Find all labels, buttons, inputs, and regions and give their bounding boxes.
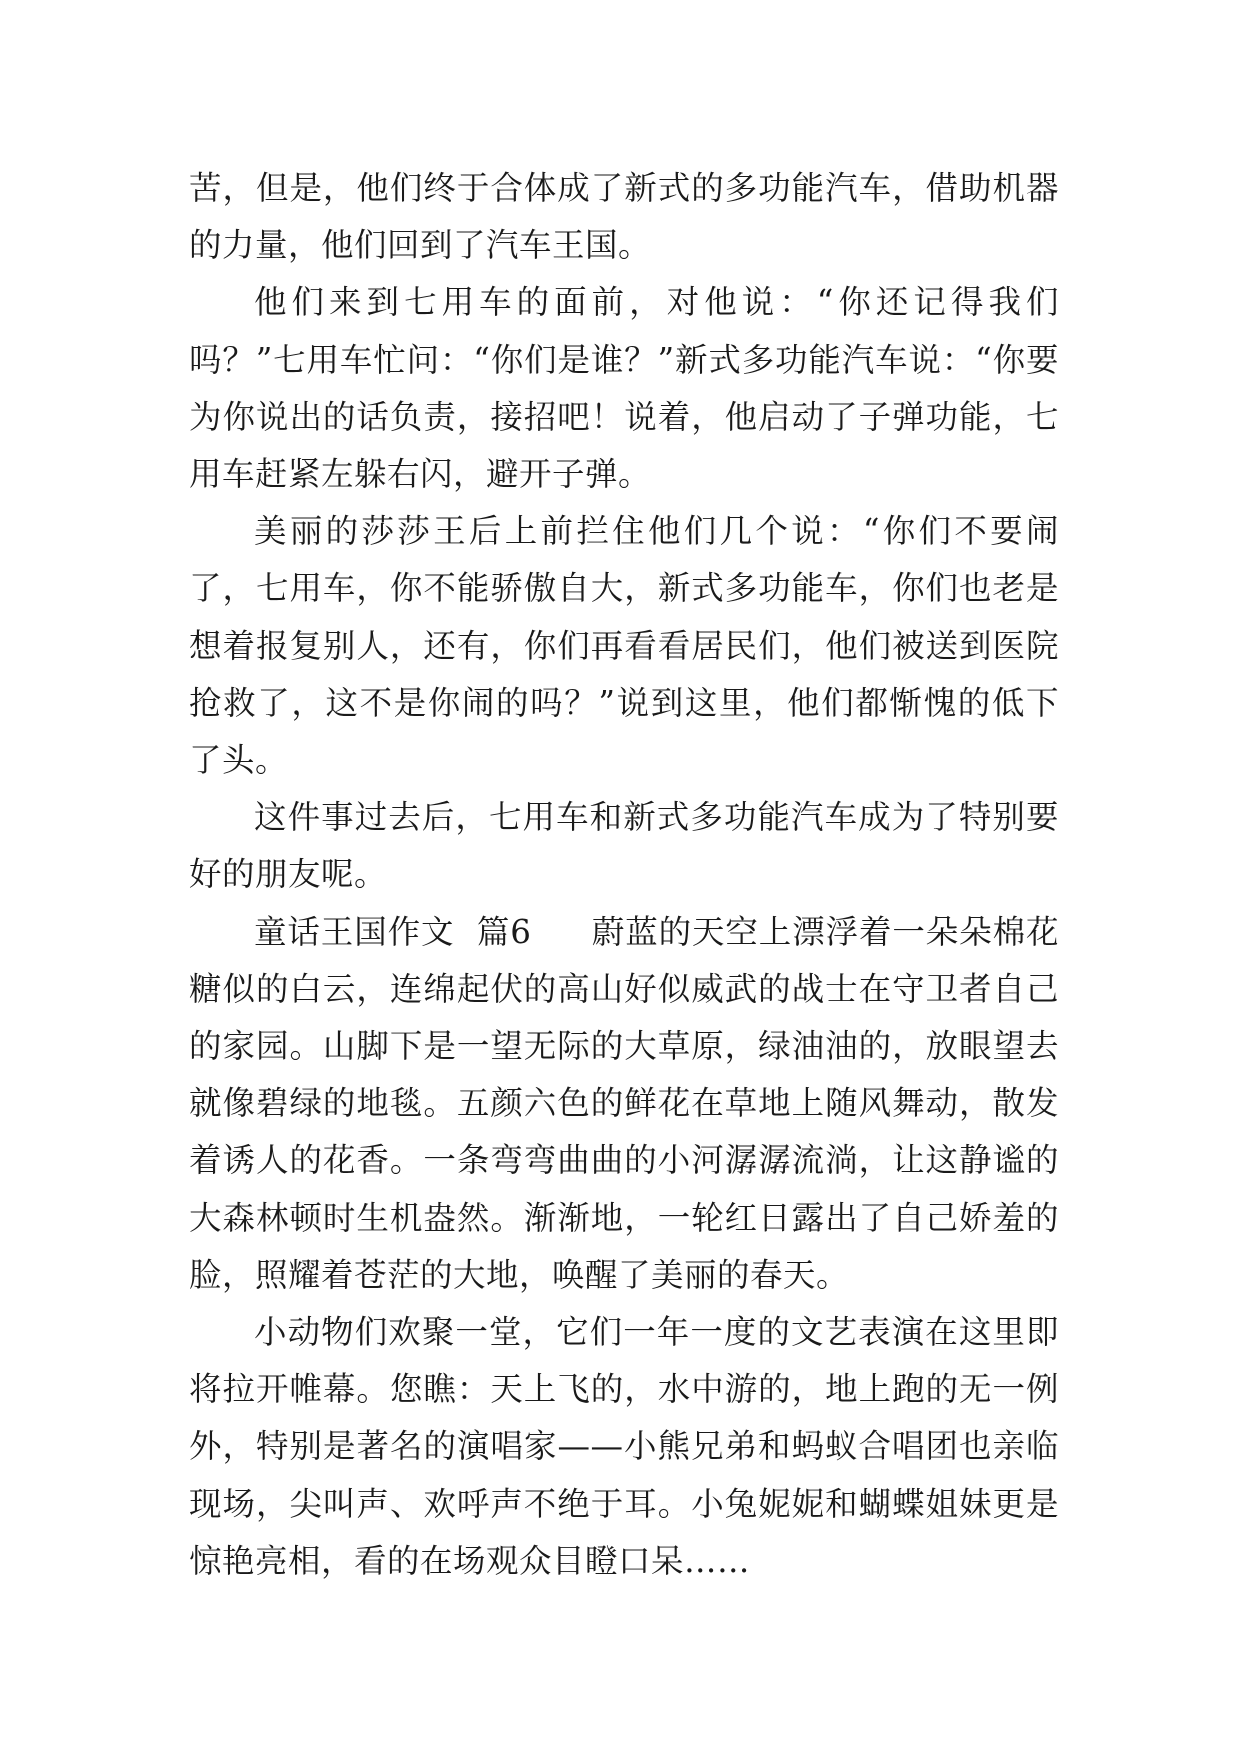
paragraph-friendship: 这件事过去后，七用车和新式多功能汽车成为了特别要好的朋友呢。 xyxy=(189,798,1059,894)
document-body xyxy=(189,160,1059,1590)
section-opening-paragraph xyxy=(189,904,1059,1304)
paragraph-confrontation: 他们来到七用车的面前，对他说：“你还记得我们吗？”七用车忙问：“你们是谁？”新式多功能汽车说：“你要为你说出的话负责，接招吧！说着，他启动了子弹功能，七用车赶紧左躲右闪，避开子弹。 xyxy=(189,283,1059,494)
section-heading: 童话王国作文 篇6 xyxy=(254,912,532,951)
paragraph-continuation: 苦，但是，他们终于合体成了新式的多功能汽车，借助机器的力量，他们回到了汽车王国。 xyxy=(189,169,1059,265)
paragraph-animal-gathering: 小动物们欢聚一堂，它们一年一度的文艺表演在这里即将拉开帷幕。您瞧：天上飞的，水中游的，地上跑的无一例外，特别是著名的演唱家——小熊兄弟和蚂蚁合唱团也亲临现场，尖叫声、欢呼声不绝于耳。小兔妮妮和蝴蝶姐妹更是惊艳亮相，看的在场观众目瞪口呆…… xyxy=(189,1313,1059,1580)
paragraph-queen-intervenes: 美丽的莎莎王后上前拦住他们几个说：“你们不要闹了，七用车，你不能骄傲自大，新式多功能车，你们也老是想着报复别人，还有，你们再看看居民们，他们被送到医院抢救了，这不是你闹的吗？”说到这里，他们都惭愧的低下了头。 xyxy=(189,512,1059,780)
section-first-text: 蔚蓝的天空上漂浮着一朵朵棉花糖似的白云，连绵起伏的高山好似威武的战士在守卫者自己的家园。山脚下是一望无际的大草原，绿油油的，放眼望去就像碧绿的地毯。五颜六色的鲜花在草地上随风舞动，散发着诱人的花香。一条弯弯曲曲的小河潺潺流淌，让这静谧的大森林顿时生机盎然。渐渐地，一轮红日露出了自己娇羞的脸，照耀着苍茫的大地，唤醒了美丽的春天。 xyxy=(189,912,1059,1294)
